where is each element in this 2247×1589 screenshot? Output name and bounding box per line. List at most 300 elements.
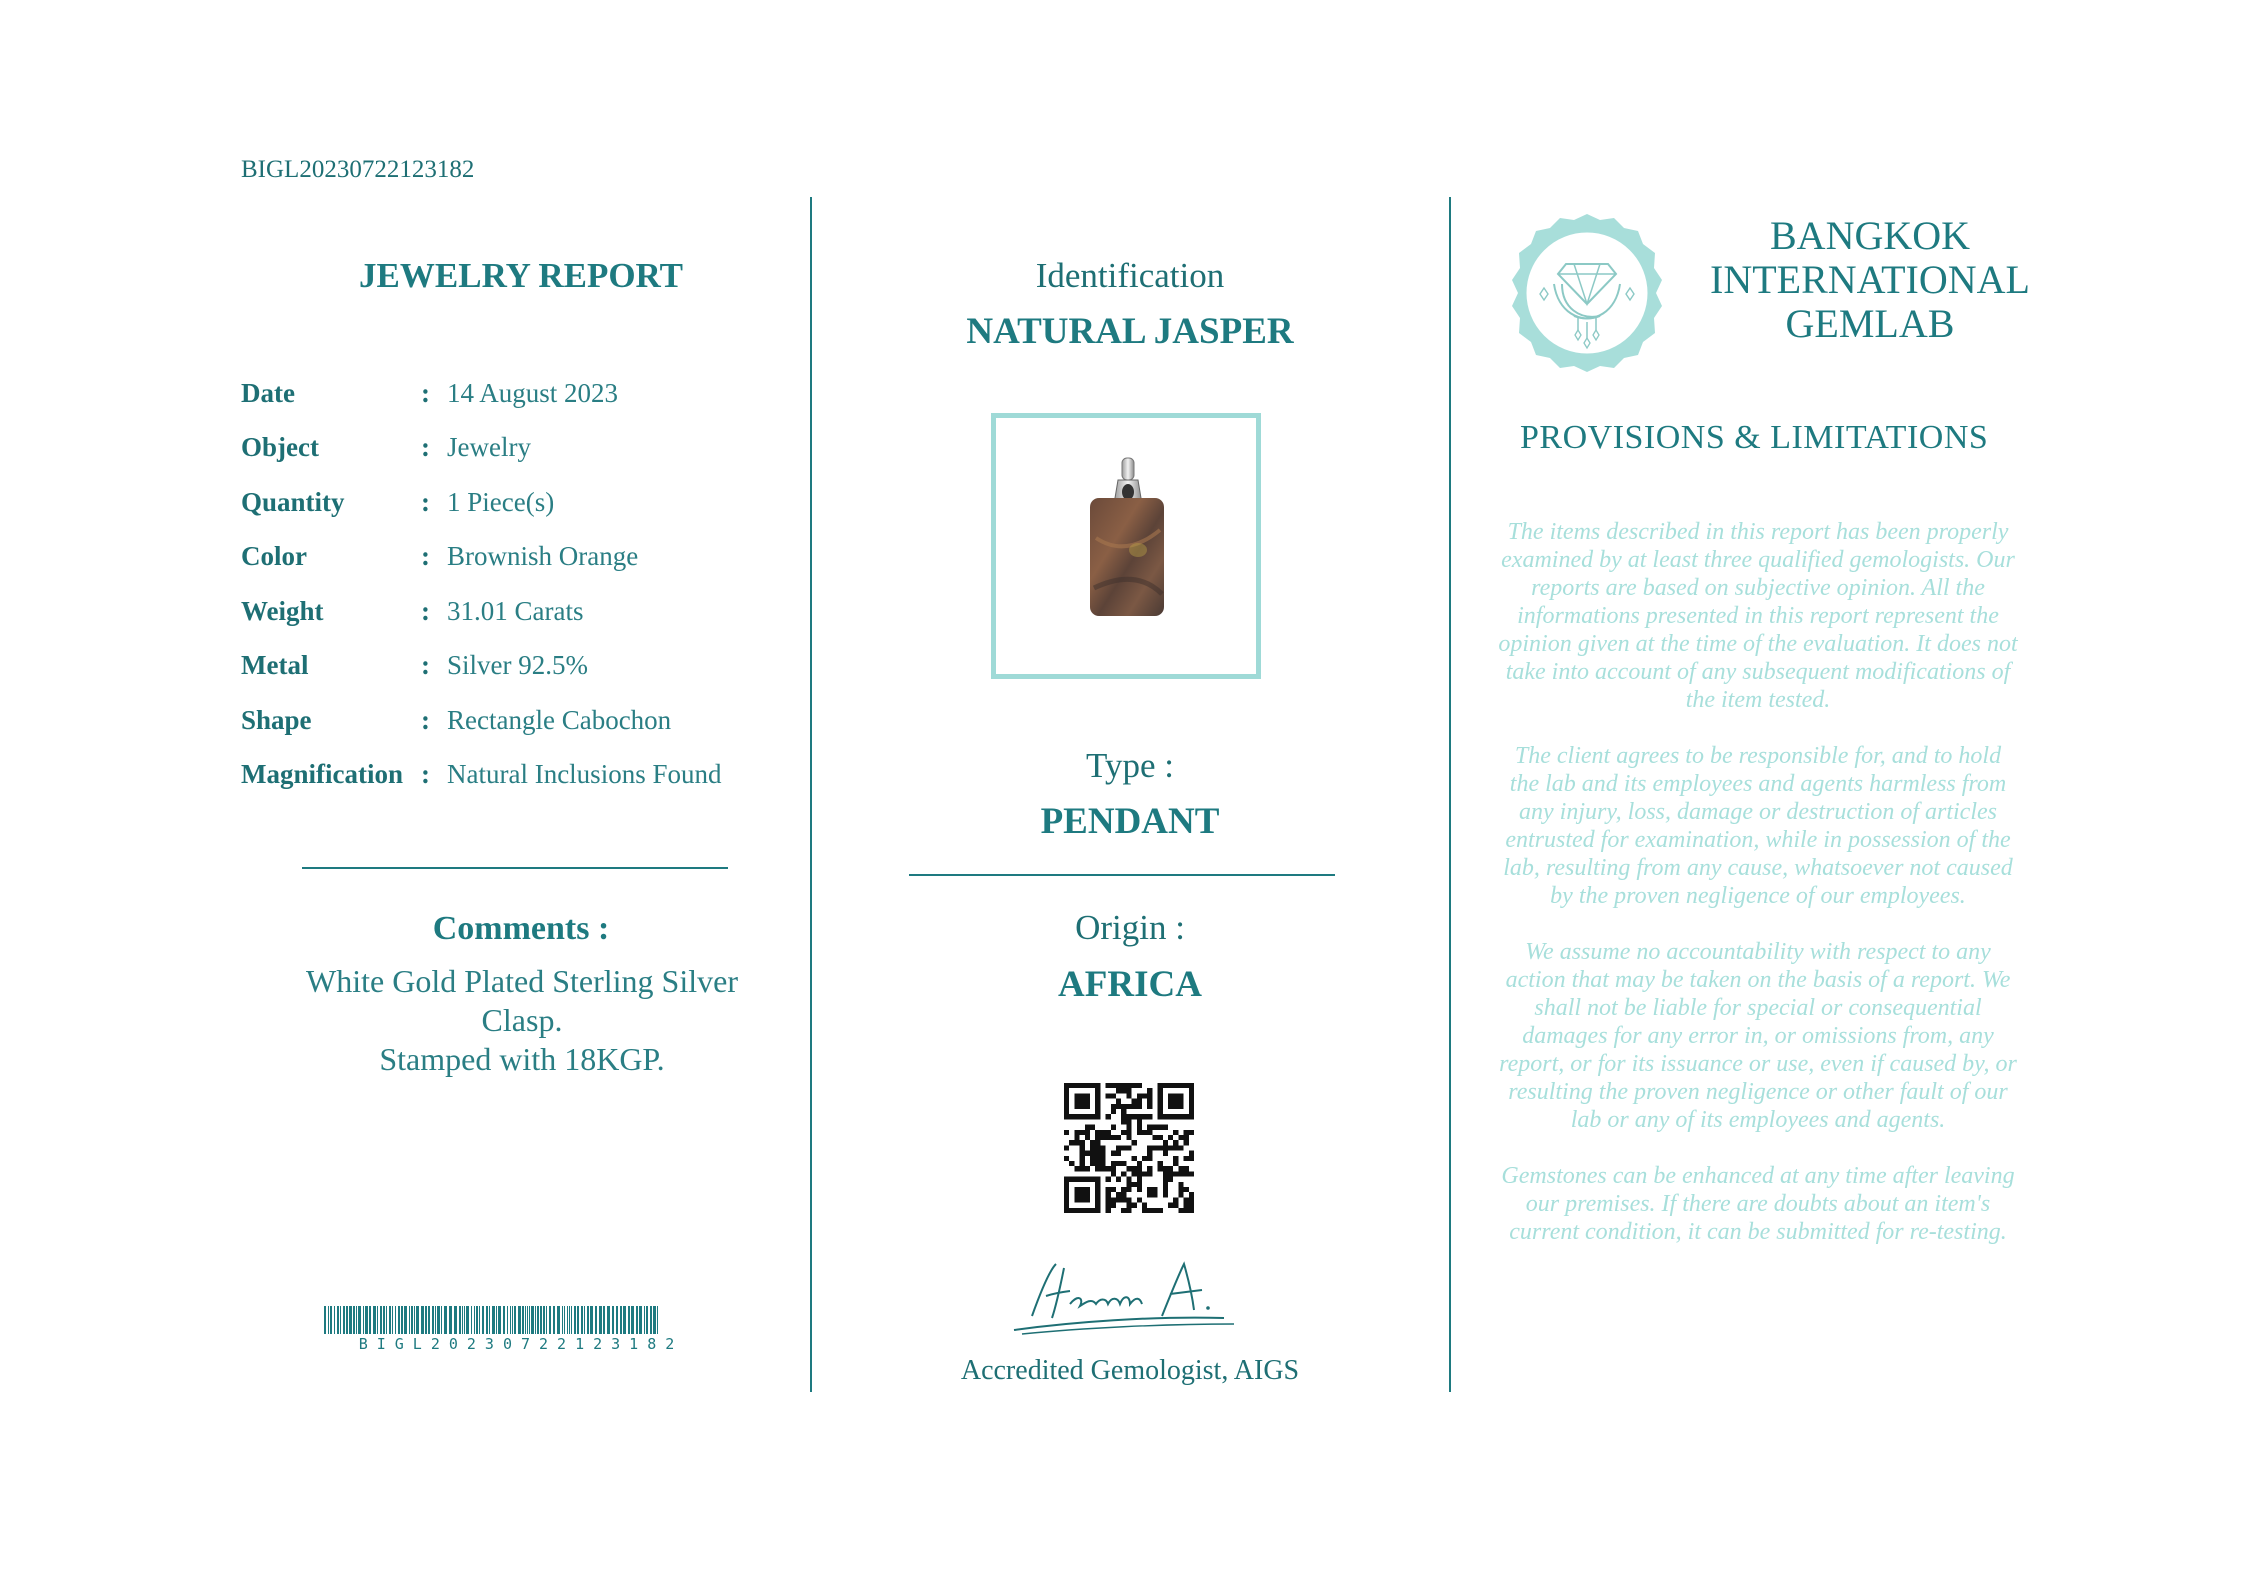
barcode-bar: [543, 1306, 545, 1334]
qr-module: [1168, 1166, 1173, 1171]
barcode-bar: [562, 1306, 563, 1334]
qr-module: [1173, 1197, 1178, 1202]
qr-module: [1189, 1171, 1194, 1176]
qr-module: [1168, 1135, 1173, 1140]
qr-module: [1121, 1187, 1126, 1192]
barcode-bar: [369, 1306, 371, 1334]
qr-module: [1189, 1197, 1194, 1202]
detail-separator: :: [421, 486, 430, 517]
qr-module: [1137, 1171, 1142, 1176]
qr-module: [1064, 1083, 1069, 1119]
barcode-bar: [595, 1306, 597, 1334]
qr-module: [1085, 1125, 1090, 1130]
barcode-bar: [492, 1306, 495, 1334]
barcode-bar: [522, 1306, 524, 1334]
qr-module: [1064, 1208, 1100, 1213]
barcode-bar: [549, 1306, 551, 1334]
qr-module: [1184, 1130, 1189, 1135]
qr-module: [1142, 1130, 1147, 1135]
qr-module: [1106, 1130, 1111, 1135]
qr-module: [1132, 1083, 1137, 1088]
qr-module: [1095, 1156, 1100, 1161]
qr-module: [1095, 1130, 1100, 1135]
qr-module: [1100, 1156, 1105, 1161]
qr-module: [1178, 1171, 1183, 1176]
barcode-bar: [644, 1306, 645, 1334]
pendant-image: [996, 418, 1256, 674]
detail-value: Rectangle Cabochon: [447, 704, 672, 735]
qr-module: [1090, 1161, 1095, 1166]
barcode-bar: [653, 1306, 656, 1334]
qr-module: [1163, 1187, 1168, 1192]
qr-module: [1095, 1145, 1100, 1150]
detail-row-color: [241, 530, 801, 585]
qr-module: [1126, 1125, 1131, 1130]
barcode-bar: [518, 1306, 521, 1334]
qr-module: [1137, 1166, 1142, 1171]
barcode-bar: [337, 1306, 339, 1334]
qr-module: [1147, 1093, 1152, 1098]
lab-name-line: GEMLAB: [1785, 301, 1955, 346]
qr-module: [1137, 1093, 1142, 1098]
barcode-bar: [389, 1306, 391, 1334]
barcode-bar: [628, 1306, 630, 1334]
qr-module: [1116, 1177, 1121, 1182]
barcode-bar: [414, 1306, 415, 1334]
pendant-photo: [991, 413, 1261, 679]
qr-module: [1126, 1208, 1131, 1213]
qr-module: [1074, 1130, 1079, 1135]
qr-module: [1178, 1145, 1183, 1150]
qr-module: [1132, 1114, 1137, 1119]
qr-module: [1111, 1125, 1116, 1130]
qr-module: [1100, 1135, 1105, 1140]
barcode-bar: [454, 1306, 457, 1334]
comments-title: Comments :: [432, 910, 610, 947]
qr-module: [1132, 1156, 1137, 1161]
provisions-paragraph: The client agrees to be responsible for, and to hold the lab and its employees and agents harmless from any injury, loss, damage or destruction of articles entrusted for examination, while in possession of the lab, resulting from any cause, whatsoever not caused by the proven negligence of our employees.: [1503, 743, 2013, 909]
qr-module: [1168, 1177, 1173, 1182]
qr-module: [1080, 1156, 1085, 1161]
qr-module: [1137, 1182, 1142, 1187]
qr-module: [1173, 1145, 1178, 1150]
qr-module: [1095, 1135, 1100, 1140]
barcode-bar: [557, 1306, 560, 1334]
barcode-bar: [603, 1306, 605, 1334]
qr-module: [1178, 1192, 1183, 1197]
barcode-bar: [577, 1306, 579, 1334]
qr-module: [1158, 1083, 1194, 1088]
qr-module: [1126, 1145, 1131, 1150]
qr-module: [1111, 1203, 1116, 1208]
detail-value: 31.01 Carats: [447, 595, 584, 626]
comments-line: Clasp.: [481, 1002, 563, 1038]
qr-module: [1106, 1187, 1111, 1192]
barcode-bar: [553, 1306, 555, 1334]
qr-module: [1111, 1083, 1116, 1088]
divider-line: [302, 867, 728, 869]
provisions-paragraph: The items described in this report has been properly examined by at least three qualified gemologists. Our reports are based on subjective opinion. All the informations presented in this report represent the opinion given at the time of the evaluation. It does not take into account of any subsequent modifications of the item tested.: [1498, 519, 2018, 713]
signature-icon: [1012, 1258, 1242, 1338]
barcode-bar: [546, 1306, 547, 1334]
qr-module: [1090, 1151, 1095, 1156]
qr-module: [1069, 1161, 1074, 1166]
qr-module: [1163, 1125, 1168, 1130]
barcode-bar: [421, 1306, 424, 1334]
barcode-bar: [529, 1306, 530, 1334]
barcode-bar: [587, 1306, 589, 1334]
qr-module: [1126, 1104, 1131, 1109]
qr-module: [1121, 1171, 1126, 1176]
detail-row-date: [241, 366, 801, 421]
barcode-bar: [416, 1306, 419, 1334]
qr-module: [1090, 1125, 1095, 1130]
detail-separator: :: [421, 432, 430, 463]
detail-label: Magnification: [241, 759, 403, 790]
barcode-bar: [444, 1306, 447, 1334]
barcode-text: BIGL20230722123182: [358, 1335, 684, 1353]
qr-module: [1116, 1192, 1121, 1197]
type-value: PENDANT: [1040, 801, 1220, 842]
barcode-icon: [324, 1306, 718, 1334]
detail-value: 14 August 2023: [447, 377, 619, 408]
qr-module: [1178, 1182, 1183, 1187]
qr-module: [1173, 1161, 1178, 1166]
qr-module: [1189, 1151, 1194, 1156]
barcode-bar: [507, 1306, 508, 1334]
barcode-bar: [631, 1306, 634, 1334]
barcode-bar: [353, 1306, 355, 1334]
barcode-bar: [650, 1306, 652, 1334]
qr-module: [1106, 1208, 1111, 1213]
column-divider-left: [810, 197, 812, 1392]
provisions-text: [1498, 518, 2018, 1274]
barcode-bar: [476, 1306, 478, 1334]
qr-module: [1189, 1083, 1194, 1119]
qr-module: [1173, 1130, 1178, 1135]
barcode-bar: [514, 1306, 516, 1334]
qr-module: [1069, 1140, 1074, 1145]
barcode-bar: [510, 1306, 511, 1334]
qr-module: [1168, 1093, 1184, 1109]
qr-module: [1189, 1192, 1194, 1197]
qr-module: [1085, 1166, 1090, 1171]
barcode-bar: [479, 1306, 480, 1334]
qr-module: [1189, 1203, 1194, 1208]
qr-module: [1137, 1197, 1142, 1202]
qr-module: [1137, 1114, 1142, 1119]
qr-module: [1132, 1171, 1137, 1176]
qr-module: [1100, 1151, 1105, 1156]
qr-module: [1121, 1083, 1126, 1088]
identification-label: Identification: [1035, 256, 1225, 295]
qr-module: [1184, 1197, 1189, 1202]
qr-module: [1074, 1166, 1079, 1171]
barcode-bar: [373, 1306, 376, 1334]
qr-module: [1126, 1114, 1131, 1119]
qr-module: [1074, 1187, 1090, 1203]
qr-module: [1111, 1104, 1116, 1109]
qr-module: [1064, 1156, 1069, 1161]
barcode-bar: [567, 1306, 568, 1334]
qr-module: [1126, 1177, 1131, 1182]
qr-module: [1137, 1125, 1142, 1130]
qr-module: [1116, 1088, 1121, 1093]
qr-module: [1106, 1135, 1111, 1140]
barcode-bar: [324, 1306, 326, 1334]
qr-module: [1158, 1114, 1194, 1119]
qr-module: [1074, 1093, 1090, 1109]
qr-module: [1064, 1177, 1069, 1213]
barcode-bar: [358, 1306, 361, 1334]
qr-module: [1116, 1197, 1121, 1202]
qr-module: [1147, 1099, 1152, 1104]
qr-module: [1095, 1083, 1100, 1119]
qr-module: [1147, 1125, 1152, 1130]
detail-label: Shape: [241, 704, 312, 735]
qr-module: [1064, 1177, 1100, 1182]
qr-module: [1126, 1197, 1131, 1202]
barcode-bar: [535, 1306, 536, 1334]
qr-module: [1121, 1145, 1126, 1150]
barcode-bar: [411, 1306, 413, 1334]
detail-label: Quantity: [241, 486, 345, 517]
qr-module: [1184, 1166, 1189, 1171]
qr-module: [1126, 1166, 1131, 1171]
barcode-bar: [599, 1306, 602, 1334]
qr-module: [1116, 1135, 1121, 1140]
qr-module: [1121, 1161, 1126, 1166]
barcode-bar: [471, 1306, 472, 1334]
qr-module: [1126, 1203, 1131, 1208]
qr-module: [1137, 1083, 1142, 1088]
qr-module: [1163, 1145, 1168, 1150]
qr-module: [1189, 1208, 1194, 1213]
qr-module: [1152, 1145, 1157, 1150]
barcode-bar: [334, 1306, 335, 1334]
detail-value: Silver 92.5%: [447, 650, 588, 681]
qr-module: [1132, 1099, 1137, 1104]
barcode-bar: [462, 1306, 463, 1334]
qr-module: [1080, 1140, 1085, 1145]
barcode-bar: [459, 1306, 461, 1334]
barcode-bar: [623, 1306, 626, 1334]
divider-line: [909, 874, 1335, 876]
barcode-bar: [496, 1306, 497, 1334]
qr-module: [1121, 1208, 1126, 1213]
qr-module: [1085, 1151, 1090, 1156]
qr-module: [1111, 1171, 1116, 1176]
qr-module: [1121, 1114, 1126, 1119]
detail-label: Color: [241, 541, 307, 572]
qr-module: [1168, 1145, 1173, 1150]
identification-value: NATURAL JASPER: [966, 311, 1294, 352]
qr-module: [1111, 1135, 1116, 1140]
qr-module: [1074, 1140, 1079, 1145]
barcode-bar: [574, 1306, 576, 1334]
qr-module: [1178, 1166, 1183, 1171]
barcode-bar: [395, 1306, 396, 1334]
qr-module: [1064, 1114, 1100, 1119]
comments-line: White Gold Plated Sterling Silver: [306, 963, 738, 999]
qr-module: [1116, 1145, 1121, 1150]
qr-module: [1158, 1166, 1163, 1171]
qr-module: [1173, 1203, 1178, 1208]
qr-module: [1111, 1151, 1116, 1156]
qr-module: [1100, 1161, 1105, 1166]
qr-module: [1126, 1119, 1131, 1124]
qr-module: [1085, 1135, 1090, 1140]
qr-module: [1137, 1130, 1142, 1135]
qr-module: [1111, 1093, 1116, 1098]
qr-module: [1111, 1161, 1116, 1166]
qr-module: [1152, 1125, 1157, 1130]
provisions-title: PROVISIONS & LIMITATIONS: [1520, 419, 1989, 456]
barcode-bar: [343, 1306, 345, 1334]
detail-value: Brownish Orange: [447, 541, 639, 572]
qr-module: [1116, 1151, 1121, 1156]
qr-module: [1184, 1171, 1189, 1176]
detail-label: Metal: [241, 650, 309, 681]
qr-module: [1152, 1192, 1157, 1197]
qr-module: [1142, 1156, 1147, 1161]
qr-module: [1184, 1156, 1189, 1161]
barcode-bar: [612, 1306, 614, 1334]
qr-module: [1142, 1203, 1147, 1208]
detail-value: Natural Inclusions Found: [447, 759, 722, 790]
detail-value: 1 Piece(s): [447, 486, 555, 517]
report-title: JEWELRY REPORT: [359, 256, 683, 295]
qr-module: [1116, 1099, 1121, 1104]
qr-module: [1095, 1161, 1100, 1166]
barcode-bar: [537, 1306, 539, 1334]
barcode-bar: [620, 1306, 622, 1334]
comments-line: Stamped with 18KGP.: [379, 1041, 665, 1077]
origin-label: Origin :: [1075, 908, 1185, 947]
qr-module: [1173, 1156, 1178, 1161]
barcode-bar: [503, 1306, 505, 1334]
barcode-bar: [466, 1306, 469, 1334]
detail-separator: :: [421, 541, 430, 572]
qr-module: [1126, 1093, 1131, 1098]
barcode-bar: [380, 1306, 382, 1334]
qr-module: [1121, 1104, 1126, 1109]
barcode-bar: [435, 1306, 436, 1334]
barcode-bar: [581, 1306, 583, 1334]
qr-module: [1106, 1083, 1111, 1088]
qr-module: [1121, 1130, 1126, 1135]
qr-module: [1178, 1187, 1183, 1192]
gemologist-caption: Accredited Gemologist, AIGS: [960, 1355, 1300, 1386]
barcode-bar: [340, 1306, 341, 1334]
barcode-bar: [330, 1306, 332, 1334]
qr-module: [1080, 1130, 1085, 1135]
qr-module: [1132, 1104, 1137, 1109]
barcode-bar: [616, 1306, 618, 1334]
detail-value: Jewelry: [447, 432, 531, 463]
qr-module: [1106, 1192, 1111, 1197]
qr-module: [1121, 1109, 1126, 1114]
barcode-bar: [512, 1306, 513, 1334]
barcode-bar: [498, 1306, 501, 1334]
qr-module: [1184, 1135, 1189, 1140]
barcode-bar: [409, 1306, 410, 1334]
qr-module: [1158, 1125, 1163, 1130]
qr-module: [1116, 1104, 1121, 1109]
qr-module: [1106, 1114, 1111, 1119]
qr-module: [1163, 1151, 1168, 1156]
barcode-bar: [584, 1306, 585, 1334]
barcode-bar: [432, 1306, 434, 1334]
qr-module: [1116, 1161, 1121, 1166]
qr-module: [1121, 1192, 1126, 1197]
qr-module: [1163, 1140, 1168, 1145]
qr-module: [1111, 1187, 1116, 1192]
detail-separator: :: [421, 377, 430, 408]
qr-module: [1173, 1140, 1178, 1145]
report-number: BIGL20230722123182: [241, 156, 475, 183]
barcode-bar: [425, 1306, 427, 1334]
qr-module: [1147, 1145, 1152, 1150]
barcode-bar: [657, 1306, 658, 1334]
barcode-bar: [531, 1306, 534, 1334]
qr-module: [1126, 1088, 1131, 1093]
barcode-bar: [636, 1306, 638, 1334]
qr-module: [1137, 1177, 1142, 1182]
qr-module: [1184, 1187, 1189, 1192]
barcode-bar: [646, 1306, 648, 1334]
lab-name-line: BANGKOK: [1770, 213, 1970, 258]
origin-value: AFRICA: [1058, 964, 1202, 1005]
qr-code-icon: [1064, 1083, 1194, 1213]
qr-module: [1163, 1171, 1168, 1176]
qr-module: [1158, 1145, 1163, 1150]
qr-module: [1121, 1119, 1126, 1124]
qr-module: [1189, 1130, 1194, 1135]
qr-module: [1090, 1156, 1095, 1161]
qr-module: [1106, 1166, 1111, 1171]
barcode-bar: [540, 1306, 542, 1334]
qr-module: [1095, 1151, 1100, 1156]
qr-module: [1074, 1135, 1079, 1140]
qr-module: [1147, 1088, 1152, 1093]
qr-module: [1095, 1140, 1100, 1145]
qr-module: [1064, 1083, 1100, 1088]
detail-separator: :: [421, 595, 430, 626]
qr-module: [1184, 1140, 1189, 1145]
qr-module: [1142, 1171, 1147, 1176]
barcode-bar: [392, 1306, 393, 1334]
barcode-bar: [527, 1306, 528, 1334]
qr-module: [1147, 1208, 1152, 1213]
qr-module: [1080, 1161, 1085, 1166]
qr-module: [1147, 1187, 1152, 1192]
qr-module: [1064, 1145, 1069, 1150]
qr-module: [1152, 1135, 1157, 1140]
qr-module: [1080, 1166, 1085, 1171]
barcode-bar: [590, 1306, 593, 1334]
qr-module: [1147, 1130, 1152, 1135]
qr-module: [1080, 1145, 1085, 1150]
qr-module: [1163, 1177, 1168, 1182]
qr-module: [1100, 1130, 1105, 1135]
qr-module: [1137, 1161, 1142, 1166]
detail-separator: :: [421, 650, 430, 681]
qr-module: [1147, 1166, 1152, 1171]
barcode-bar: [639, 1306, 642, 1334]
detail-row-metal: [241, 639, 801, 694]
qr-module: [1137, 1187, 1142, 1192]
